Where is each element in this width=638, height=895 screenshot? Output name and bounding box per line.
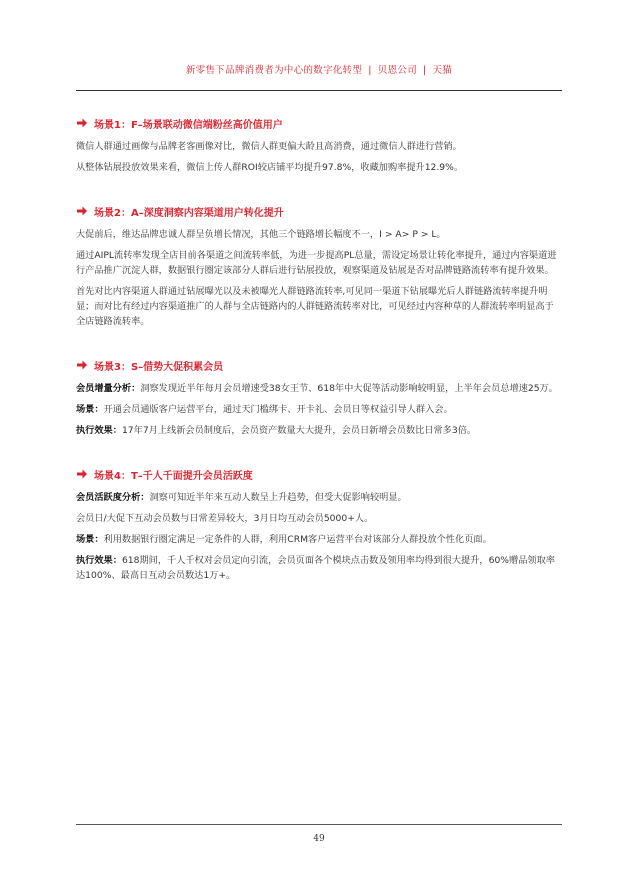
body-paragraph: [76, 284, 562, 329]
scenario-section: [76, 204, 562, 329]
section-title: [76, 358, 562, 372]
paragraph-text: 通过AIPL流转率发现全店目前各渠道之间流转率低，为进一步提高PL总量，需设定场景让转化率提升，通过内容渠道进行产品推广沉淀人群，数据银行圈定该部分人群后进行钻展投放，观察渠道及钻展是否对品牌链路流转率有提升效果。: [76, 250, 557, 276]
paragraph-text: 618期间，千人千权对会员定向引流，会员页面各个模块点击数及领用率均得到很大提升，60%赠品领取率达100%、最高日互动会员数达1万+。: [76, 555, 555, 581]
paragraph-text: 大促前后，维达品牌忠诚人群呈负增长情况，其他三个链路增长幅度不一，I > A> P > L。: [76, 229, 446, 240]
paragraph-label: 场景：: [76, 404, 104, 415]
body-paragraph: [76, 160, 562, 175]
page-content: [76, 116, 562, 612]
paragraph-label: 场景：: [76, 534, 104, 545]
paragraph-label: 会员活跃度分析：: [76, 492, 150, 503]
section-title: [76, 116, 562, 130]
body-paragraph: [76, 402, 562, 417]
paragraph-text: 首先对比内容渠道人群通过钻展曝光以及未被曝光人群链路流转率,可见同一渠道下钻展曝光后人群链路流转率提升明显；而对比有经过内容渠道推广的人群与全店链路内的人群链路流转率对比，可见经过内容种草的人群流转率明显高于全店链路流转率。: [76, 286, 554, 327]
section-title-text: 场景1：F–场景联动微信端粉丝高价值用户: [94, 119, 283, 131]
header-partner: 天猫: [432, 65, 453, 76]
body-paragraph: [76, 248, 562, 278]
section-title-text: 场景2：A–深度洞察内容渠道用户转化提升: [94, 207, 284, 219]
paragraph-label: 会员增量分析：: [76, 383, 141, 394]
footer-divider: [76, 824, 562, 825]
paragraph-text: 开通会员通版客户运营平台，通过天门槛绑卡、开卡礼、会员日等权益引导人群入会。: [103, 404, 453, 415]
body-paragraph: [76, 381, 562, 396]
paragraph-text: 洞察发现近半年每月会员增速受38女王节、618年中大促等活动影响较明显，上半年会员总增速25万。: [140, 383, 558, 394]
body-paragraph: [76, 227, 562, 242]
right-arrow-icon: [76, 205, 88, 217]
paragraph-text: 从整体钻展投放效果来看，微信上传人群ROI较店铺平均提升97.8%，收藏加购率提升12.9%。: [76, 162, 464, 173]
header-separator: |: [368, 65, 372, 76]
scenario-section: [76, 116, 562, 175]
scenario-section: [76, 358, 562, 438]
section-title-text: 场景4：T–千人千面提升会员活跃度: [94, 470, 253, 482]
header-separator: |: [423, 65, 427, 76]
page-header: [0, 62, 638, 76]
scenario-section: [76, 467, 562, 583]
section-title: [76, 467, 562, 481]
header-divider: [76, 90, 562, 91]
paragraph-label: 执行效果：: [76, 555, 122, 566]
right-arrow-icon: [76, 468, 88, 480]
paragraph-text: 会员日/大促下互动会员数与日常差异较大，3月日均互动会员5000+人。: [76, 513, 374, 524]
body-paragraph: [76, 532, 562, 547]
paragraph-text: 洞察可知近半年来互动人数呈上升趋势，但受大促影响较明显。: [149, 492, 407, 503]
right-arrow-icon: [76, 359, 88, 371]
page-number: 49: [313, 834, 325, 844]
section-title: [76, 204, 562, 218]
right-arrow-icon: [76, 117, 88, 129]
paragraph-text: 利用数据银行圈定满足一定条件的人群，利用CRM客户运营平台对该部分人群投放个性化页面。: [103, 534, 492, 545]
header-company: 贝恩公司: [377, 65, 417, 76]
paragraph-label: 执行效果：: [76, 425, 122, 436]
body-paragraph: [76, 139, 562, 154]
body-paragraph: [76, 423, 562, 438]
body-paragraph: [76, 553, 562, 583]
header-title: 新零售下品牌消费者为中心的数字化转型: [185, 65, 363, 76]
paragraph-text: 微信人群通过画像与品牌老客画像对比，微信人群更偏大龄且高消费，通过微信人群进行营销。: [76, 141, 462, 152]
body-paragraph: [76, 511, 562, 526]
section-title-text: 场景3：S–借势大促积累会员: [94, 361, 224, 373]
paragraph-text: 17年7月上线新会员制度后，会员资产数量大大提升，会员日新增会员数比日常多3倍。: [121, 425, 477, 436]
body-paragraph: [76, 490, 562, 505]
